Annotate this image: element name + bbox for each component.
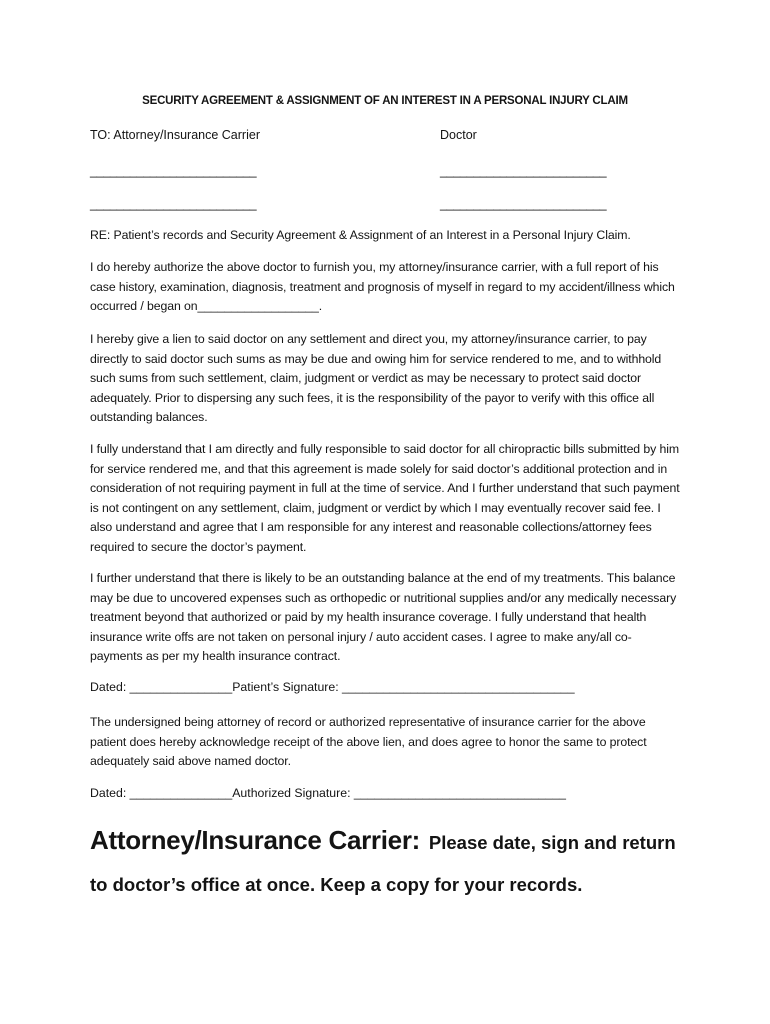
return-instructions-heading: Attorney/Insurance Carrier: (90, 825, 421, 855)
responsibility-paragraph: I fully understand that I am directly and fully responsible to said doctor for all chiropractic bills submitted by him for service rendered me, and that this agreement is made solely for said doctor’s additional protection and in consideration of not requiring payment in full at the time of service. And I further understand that such payment is not contingent on any settlement, claim, judgment or verdict by which I may eventually recover said fee. I also understand and agree that I am responsible for any interest and reasonable collections/attorney fees required to secure the doctor’s payment. (90, 442, 680, 554)
return-instructions-text: Please date, sign and return to doctor’s office at once. Keep a copy for your records. (90, 832, 676, 895)
re-line: RE: Patient’s records and Security Agreement & Assignment of an Interest in a Personal Injury Claim. (90, 228, 631, 242)
document-title: SECURITY AGREEMENT & ASSIGNMENT OF AN INTEREST IN A PERSONAL INJURY CLAIM (142, 95, 628, 107)
lien-paragraph: I hereby give a lien to said doctor on any settlement and direct you, my attorney/insurance carrier, to pay directly to said doctor such sums as may be due and owing him for service rendered to me, and to withhold such sums from such settlement, claim, judgment or verdict as may be necessary to protect said doctor adequately. Prior to dispersing any such fees, it is the responsibility of the payor to verify with this office all outstanding balances. (90, 332, 662, 424)
return-instructions (90, 820, 690, 907)
attorney-blank-line-1[interactable]: _________________________ (90, 164, 257, 178)
outstanding-balance-paragraph: I further understand that there is likely to be an outstanding balance at the end of my treatments. This balance may be due to uncovered expenses such as orthopedic or nutritional supplies and/or any medically necessary treatment beyond that authorized or paid by my health insurance coverage. I fully understand that health insurance write offs are not taken on personal injury / auto accident cases. I agree to make any/all co-payments as per my health insurance contract. (90, 571, 677, 663)
attorney-acknowledgment-paragraph: The undersigned being attorney of record or authorized representative of insurance carrier for the above patient does hereby acknowledge receipt of the above lien, and does agree to honor the same to protect adequately said above named doctor. (90, 715, 647, 768)
attorney-blank-line-2[interactable]: _________________________ (90, 197, 257, 211)
to-label: TO: Attorney/Insurance Carrier (90, 128, 260, 142)
doctor-label: Doctor (440, 128, 477, 142)
authorized-signature-line[interactable]: Dated: _______________Authorized Signature: _______________________________ (90, 786, 566, 800)
addressee-row (90, 128, 680, 142)
doctor-blank-line-2[interactable]: _________________________ (440, 197, 607, 211)
patient-signature-line[interactable]: Dated: _______________Patient’s Signature: __________________________________ (90, 680, 575, 694)
doctor-blank-line-1[interactable]: _________________________ (440, 164, 607, 178)
authorization-paragraph: I do hereby authorize the above doctor to furnish you, my attorney/insurance carrier, with a full report of his case history, examination, diagnosis, treatment and prognosis of myself in regard to my accident/illness which occurred / began on__________________. (90, 260, 675, 313)
